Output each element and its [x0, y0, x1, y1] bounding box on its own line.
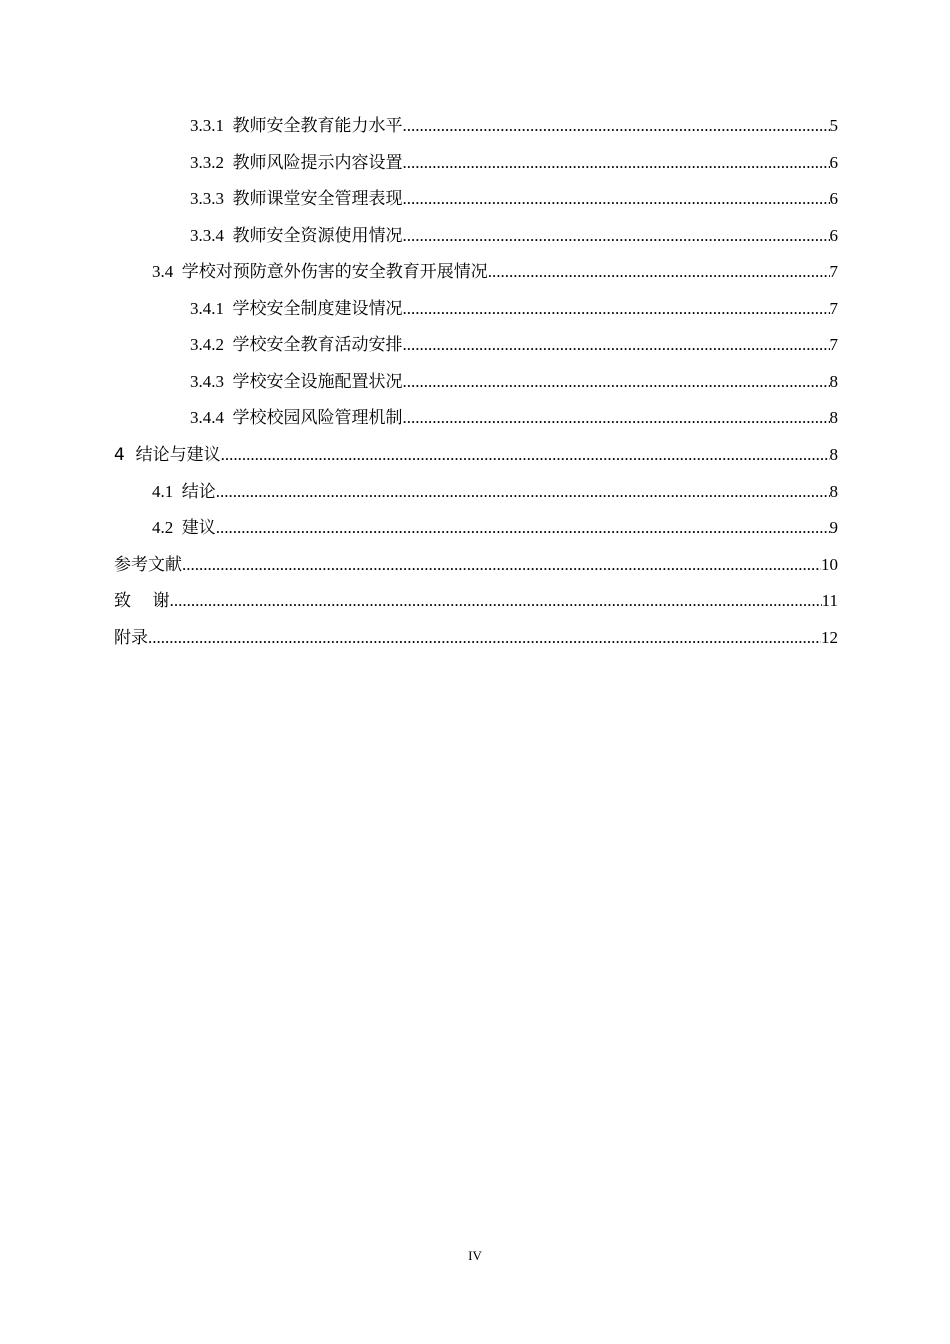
toc-entry-page: 7: [829, 262, 838, 281]
toc-dot-leader: [216, 480, 830, 504]
toc-entry-page: 5: [829, 116, 838, 135]
toc-entry-number: 4.2: [152, 518, 182, 537]
page-number: IV: [468, 1248, 482, 1263]
toc-entry-page: 11: [821, 591, 838, 610]
toc-entry-number: 3.3.2: [190, 153, 233, 172]
toc-entry-page: 7: [829, 299, 838, 318]
toc-entry-3-4-4[interactable]: [190, 406, 838, 430]
toc-entry-number: 3.4: [152, 262, 182, 281]
toc-dot-leader: [488, 260, 830, 284]
toc-entry-4-2[interactable]: [152, 516, 838, 540]
toc-dot-leader: [403, 406, 830, 430]
toc-entry-title: 教师风险提示内容设置: [232, 153, 403, 172]
toc-entry-references[interactable]: [114, 553, 838, 577]
toc-entry-title: 学校安全制度建设情况: [232, 299, 403, 318]
toc-dot-leader: [170, 589, 822, 613]
toc-entry-number: 3.3.1: [190, 116, 233, 135]
toc-dot-leader: [403, 187, 830, 211]
toc-entry-title: 学校校园风险管理机制: [232, 408, 403, 427]
toc-entry-title: 教师课堂安全管理表现: [232, 189, 403, 208]
toc-entry-title: 教师安全资源使用情况: [232, 226, 403, 245]
toc-entry-number: 3.4.2: [190, 335, 233, 354]
toc-entry-title: 附录: [114, 628, 148, 648]
toc-dot-leader: [403, 297, 830, 321]
toc-entry-number: 4.1: [152, 482, 182, 501]
toc-entry-number: 3.4.3: [190, 372, 233, 391]
toc-entry-title: 结论: [181, 482, 216, 501]
toc-entry-page: 8: [829, 408, 838, 427]
toc-entry-page: 10: [821, 555, 838, 574]
toc-dot-leader: [403, 370, 830, 394]
toc-entry-page: 6: [829, 226, 838, 245]
toc-entry-3-3-1[interactable]: [190, 114, 838, 138]
toc-entry-page: 12: [821, 628, 838, 647]
toc-entry-acknowledgements[interactable]: [114, 589, 838, 613]
toc-dot-leader: [403, 224, 830, 248]
toc-entry-title: 教师安全教育能力水平: [232, 116, 403, 135]
toc-dot-leader: [221, 443, 830, 467]
toc-entry-number: 4: [114, 445, 136, 465]
toc-entry-page: 7: [829, 335, 838, 354]
toc-entry-number: 3.4.1: [190, 299, 233, 318]
toc-entry-title: 学校对预防意外伤害的安全教育开展情况: [181, 262, 488, 281]
toc-entry-page: 8: [829, 372, 838, 391]
toc-entry-4-1[interactable]: [152, 480, 838, 504]
toc-entry-3-4-2[interactable]: [190, 333, 838, 357]
toc-entry-4[interactable]: [114, 443, 838, 467]
toc-entry-3-4-3[interactable]: [190, 370, 838, 394]
toc-entry-3-3-3[interactable]: [190, 187, 838, 211]
toc-entry-number: 3.3.3: [190, 189, 233, 208]
toc-entry-title: 学校安全教育活动安排: [232, 335, 403, 354]
toc-entry-page: 6: [829, 189, 838, 208]
toc-entry-number: 3.3.4: [190, 226, 233, 245]
toc-dot-leader: [182, 553, 821, 577]
toc-dot-leader: [148, 626, 821, 650]
toc-entry-number: 3.4.4: [190, 408, 233, 427]
toc-entry-page: 8: [829, 445, 838, 464]
toc-entry-3-4-1[interactable]: [190, 297, 838, 321]
toc-entry-title: 致 谢: [114, 591, 170, 611]
toc-entry-title: 学校安全设施配置状况: [232, 372, 403, 391]
toc-entry-3-4[interactable]: [152, 260, 838, 284]
toc-dot-leader: [403, 333, 830, 357]
toc-entry-appendix[interactable]: [114, 626, 838, 650]
toc-entry-page: 6: [829, 153, 838, 172]
toc-dot-leader: [403, 114, 830, 138]
toc-dot-leader: [403, 151, 830, 175]
toc-entry-page: 8: [829, 482, 838, 501]
toc-entry-title: 参考文献: [114, 555, 182, 575]
toc-entry-3-3-2[interactable]: [190, 151, 838, 175]
toc-entry-title: 结论与建议: [135, 445, 221, 465]
toc-entry-page: 9: [829, 518, 838, 537]
toc-entry-title: 建议: [181, 518, 216, 537]
toc-dot-leader: [216, 516, 830, 540]
toc-entry-3-3-4[interactable]: [190, 224, 838, 248]
